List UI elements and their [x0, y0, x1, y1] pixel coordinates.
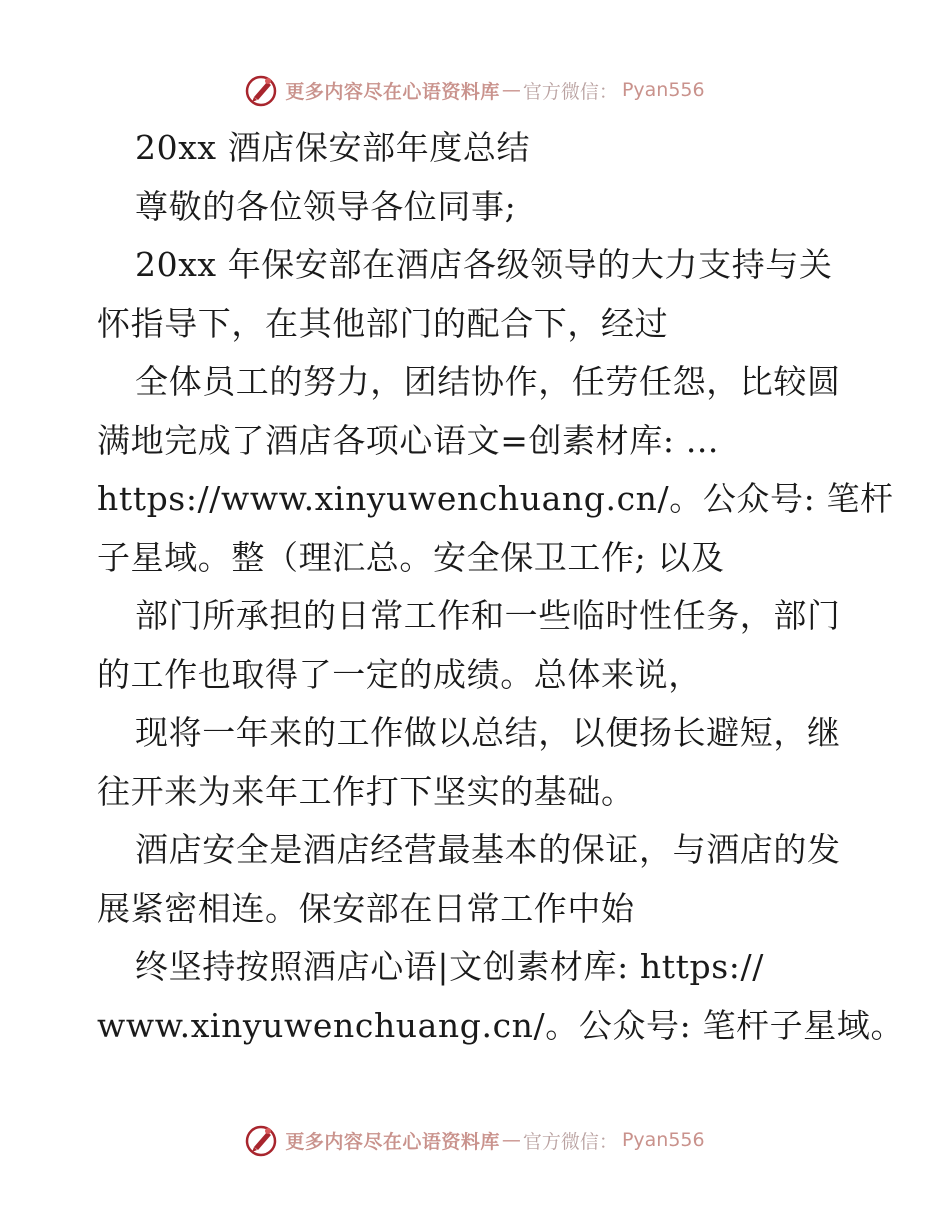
banner-wechat-label: 官方微信： [522, 80, 618, 103]
text-line: 满地完成了酒店各项心语文=创素材库: … [97, 420, 720, 460]
greeting-line: 尊敬的各位领导各位同事; [135, 186, 517, 226]
text-line: 的工作也取得了一定的成绩。总体来说， [97, 654, 702, 694]
document-body [97, 119, 905, 1055]
text-line: 部门所承担的日常工作和一些临时性任务，部门 [135, 596, 841, 635]
banner-wechat-id: Pyan556 [621, 79, 705, 101]
text-line: 全体员工的努力，团结协作，任劳任怨，比较圆 [135, 362, 841, 401]
text-line: 怀指导下，在其他部门的配合下，经过 [97, 303, 669, 343]
text-line: 子星域。整（理汇总。安全保卫工作; 以及 [97, 537, 725, 577]
text-line: 酒店安全是酒店经营最基本的保证，与酒店的发 [135, 830, 841, 869]
text-line: 往开来为来年工作打下坚实的基础。 [97, 771, 635, 811]
text-line: 20xx 年保安部在酒店各级领导的大力支持与关 [135, 245, 833, 284]
text-line: 终坚持按照酒店心语|文创素材库: https:// [135, 947, 764, 986]
text-line: https://www.xinyuwenchuang.cn/。公众号: 笔杆 [97, 479, 894, 518]
banner-wechat-id: Pyan556 [621, 1129, 705, 1151]
text-line: 现将一年来的工作做以总结，以便扬长避短，继 [135, 713, 841, 752]
text-line: 展紧密相连。保安部在日常工作中始 [97, 888, 635, 928]
text-line: www.xinyuwenchuang.cn/。公众号: 笔杆子星域。 [97, 1005, 905, 1045]
document-title: 20xx 酒店保安部年度总结 [135, 128, 531, 167]
pen-logo-icon [245, 1123, 279, 1157]
pen-logo-icon [245, 73, 279, 107]
banner-dash: — [501, 1129, 521, 1151]
banner-brand-text: 更多内容尽在心语资料库 [285, 80, 500, 103]
banner-brand-text: 更多内容尽在心语资料库 [285, 1130, 500, 1153]
banner-dash: — [501, 79, 521, 101]
banner-wechat-label: 官方微信： [522, 1130, 618, 1153]
header-banner [0, 70, 950, 110]
footer-banner [0, 1120, 950, 1160]
